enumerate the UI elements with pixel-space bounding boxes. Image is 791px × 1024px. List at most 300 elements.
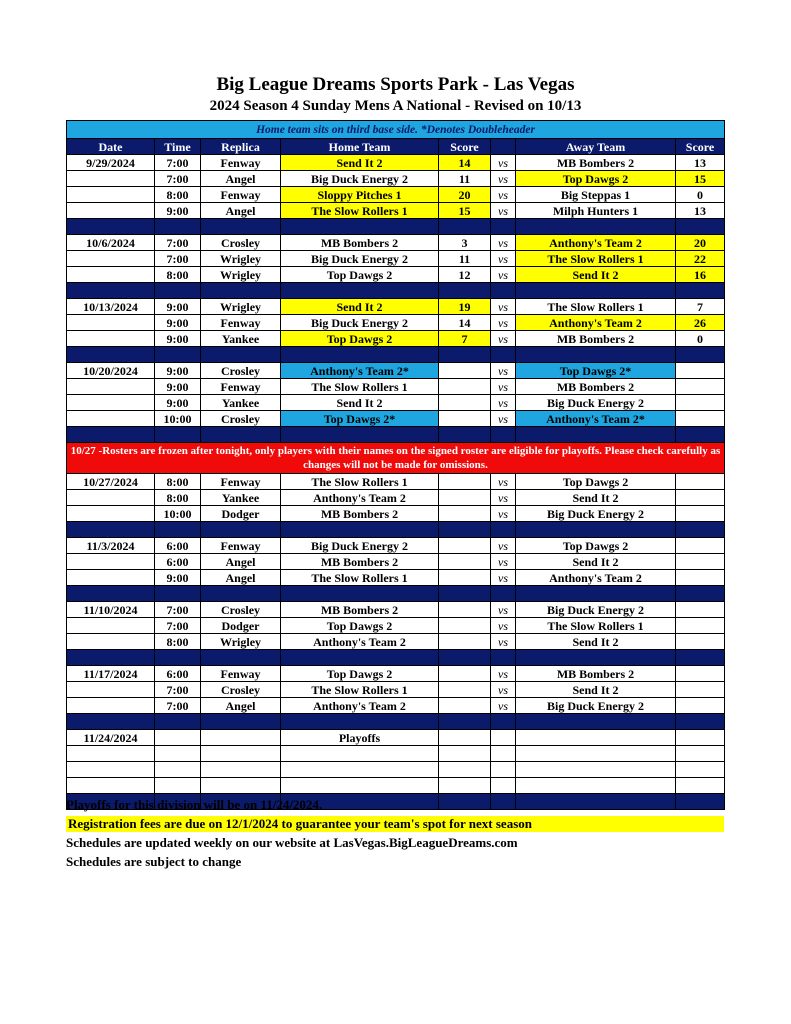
home-score-cell: [439, 666, 491, 682]
away-score-cell: [676, 363, 725, 379]
vs-cell: vs: [491, 570, 516, 586]
away-score-cell: 13: [676, 155, 725, 171]
away-score-cell: [676, 506, 725, 522]
separator-cell: [491, 427, 516, 443]
table-row: [67, 299, 725, 315]
away-team-cell: Top Dawgs 2: [516, 171, 676, 187]
home-team-cell: Anthony's Team 2*: [281, 363, 439, 379]
table-row: [67, 155, 725, 171]
away-score-cell: 20: [676, 235, 725, 251]
away-score-cell: 0: [676, 331, 725, 347]
away-score-cell: [676, 778, 725, 794]
table-row: [67, 570, 725, 586]
away-team-cell: [516, 778, 676, 794]
vs-cell: [491, 762, 516, 778]
table-row: [67, 171, 725, 187]
date-cell: 10/20/2024: [67, 363, 155, 379]
vs-cell: vs: [491, 251, 516, 267]
away-team-cell: Anthony's Team 2*: [516, 411, 676, 427]
away-team-cell: Top Dawgs 2: [516, 538, 676, 554]
time-cell: 8:00: [155, 490, 201, 506]
schedule-table: [66, 120, 725, 810]
field-cell: Dodger: [201, 506, 281, 522]
home-score-cell: 7: [439, 331, 491, 347]
date-cell: [67, 762, 155, 778]
away-team-cell: Top Dawgs 2: [516, 474, 676, 490]
footer-website: Schedules are updated weekly on our website at LasVegas.BigLeagueDreams.com: [66, 835, 518, 850]
time-cell: 6:00: [155, 666, 201, 682]
home-score-cell: [439, 746, 491, 762]
column-header: Score: [676, 139, 725, 155]
footer-disclaimer: Schedules are subject to change: [66, 854, 242, 869]
away-score-cell: [676, 618, 725, 634]
date-cell: [67, 267, 155, 283]
home-score-cell: 12: [439, 267, 491, 283]
table-row: [67, 554, 725, 570]
date-cell: 10/13/2024: [67, 299, 155, 315]
table-row: [67, 331, 725, 347]
separator-cell: [439, 427, 491, 443]
separator-row: [67, 219, 725, 235]
vs-cell: vs: [491, 554, 516, 570]
away-score-cell: 22: [676, 251, 725, 267]
vs-cell: vs: [491, 490, 516, 506]
home-team-cell: Anthony's Team 2: [281, 698, 439, 714]
home-score-cell: 11: [439, 171, 491, 187]
home-team-cell: MB Bombers 2: [281, 554, 439, 570]
table-header-row: [67, 139, 725, 155]
field-cell: Yankee: [201, 331, 281, 347]
home-score-cell: [439, 618, 491, 634]
field-cell: Fenway: [201, 155, 281, 171]
vs-cell: vs: [491, 171, 516, 187]
away-team-cell: The Slow Rollers 1: [516, 618, 676, 634]
separator-row: [67, 522, 725, 538]
separator-cell: [201, 283, 281, 299]
home-team-cell: Send It 2: [281, 299, 439, 315]
date-cell: 9/29/2024: [67, 155, 155, 171]
time-cell: 9:00: [155, 395, 201, 411]
away-team-cell: The Slow Rollers 1: [516, 299, 676, 315]
field-cell: Crosley: [201, 411, 281, 427]
separator-cell: [201, 219, 281, 235]
vs-cell: vs: [491, 315, 516, 331]
date-cell: 10/6/2024: [67, 235, 155, 251]
table-row: [67, 235, 725, 251]
separator-cell: [281, 219, 439, 235]
separator-cell: [281, 347, 439, 363]
separator-cell: [516, 427, 676, 443]
time-cell: 7:00: [155, 251, 201, 267]
away-team-cell: Anthony's Team 2: [516, 570, 676, 586]
separator-row: [67, 650, 725, 666]
home-team-cell: Big Duck Energy 2: [281, 538, 439, 554]
home-score-cell: [439, 698, 491, 714]
date-cell: 11/24/2024: [67, 730, 155, 746]
away-score-cell: [676, 474, 725, 490]
home-team-cell: MB Bombers 2: [281, 235, 439, 251]
separator-cell: [201, 427, 281, 443]
column-header: Replica: [201, 139, 281, 155]
table-row: [67, 474, 725, 490]
field-cell: Fenway: [201, 666, 281, 682]
away-score-cell: [676, 666, 725, 682]
away-score-cell: [676, 379, 725, 395]
table-row: [67, 395, 725, 411]
home-team-cell: Top Dawgs 2: [281, 331, 439, 347]
home-team-cell: Big Duck Energy 2: [281, 171, 439, 187]
table-row: [67, 538, 725, 554]
separator-cell: [281, 586, 439, 602]
home-score-cell: 15: [439, 203, 491, 219]
field-cell: Wrigley: [201, 267, 281, 283]
time-cell: 8:00: [155, 187, 201, 203]
separator-row: [67, 714, 725, 730]
home-score-cell: 20: [439, 187, 491, 203]
away-score-cell: [676, 730, 725, 746]
separator-cell: [676, 586, 725, 602]
time-cell: [155, 778, 201, 794]
away-team-cell: [516, 762, 676, 778]
date-cell: [67, 570, 155, 586]
separator-cell: [439, 794, 491, 810]
separator-cell: [439, 522, 491, 538]
date-cell: [67, 634, 155, 650]
home-score-cell: [439, 634, 491, 650]
away-team-cell: Anthony's Team 2: [516, 235, 676, 251]
column-header: Time: [155, 139, 201, 155]
home-team-cell: Playoffs: [281, 730, 439, 746]
separator-cell: [516, 347, 676, 363]
separator-cell: [281, 714, 439, 730]
home-team-cell: Big Duck Energy 2: [281, 251, 439, 267]
table-row: [67, 698, 725, 714]
separator-cell: [155, 427, 201, 443]
away-team-cell: Anthony's Team 2: [516, 315, 676, 331]
home-team-cell: [281, 746, 439, 762]
home-score-cell: [439, 395, 491, 411]
separator-cell: [676, 714, 725, 730]
field-cell: Dodger: [201, 618, 281, 634]
separator-cell: [281, 650, 439, 666]
away-score-cell: [676, 554, 725, 570]
table-row: [67, 203, 725, 219]
separator-row: [67, 347, 725, 363]
away-team-cell: The Slow Rollers 1: [516, 251, 676, 267]
separator-cell: [201, 522, 281, 538]
table-row: [67, 490, 725, 506]
home-team-cell: The Slow Rollers 1: [281, 474, 439, 490]
home-score-cell: [439, 506, 491, 522]
home-team-cell: Send It 2: [281, 395, 439, 411]
page-subtitle: 2024 Season 4 Sunday Mens A National - Revised on 10/13: [209, 98, 582, 114]
time-cell: 8:00: [155, 474, 201, 490]
home-team-cell: Send It 2: [281, 155, 439, 171]
separator-cell: [67, 283, 155, 299]
time-cell: 7:00: [155, 235, 201, 251]
vs-cell: vs: [491, 187, 516, 203]
field-cell: Yankee: [201, 490, 281, 506]
separator-cell: [516, 522, 676, 538]
field-cell: [201, 762, 281, 778]
separator-cell: [676, 347, 725, 363]
home-team-cell: Top Dawgs 2: [281, 666, 439, 682]
separator-cell: [155, 650, 201, 666]
vs-cell: vs: [491, 331, 516, 347]
field-cell: Wrigley: [201, 251, 281, 267]
column-header: Score: [439, 139, 491, 155]
field-cell: Crosley: [201, 682, 281, 698]
separator-cell: [439, 347, 491, 363]
separator-cell: [201, 714, 281, 730]
home-score-cell: [439, 602, 491, 618]
date-cell: [67, 331, 155, 347]
away-team-cell: MB Bombers 2: [516, 155, 676, 171]
column-header: Date: [67, 139, 155, 155]
time-cell: 10:00: [155, 506, 201, 522]
table-row: [67, 682, 725, 698]
separator-row: [67, 586, 725, 602]
date-cell: [67, 187, 155, 203]
away-team-cell: Send It 2: [516, 554, 676, 570]
home-score-cell: [439, 379, 491, 395]
table-row: [67, 251, 725, 267]
table-row: [67, 666, 725, 682]
away-team-cell: Milph Hunters 1: [516, 203, 676, 219]
separator-cell: [67, 427, 155, 443]
vs-cell: vs: [491, 235, 516, 251]
away-score-cell: 13: [676, 203, 725, 219]
table-row: [67, 730, 725, 746]
separator-cell: [491, 522, 516, 538]
roster-alert: 10/27 -Rosters are frozen after tonight, only players with their names on the signed roster are eligible for playoffs. Please check carefully as changes will not be made for omissions.: [67, 443, 725, 474]
date-cell: [67, 171, 155, 187]
page-title: Big League Dreams Sports Park - Las Vegas: [216, 74, 575, 95]
separator-cell: [155, 522, 201, 538]
home-score-cell: [439, 474, 491, 490]
table-row: [67, 379, 725, 395]
table-row: [67, 618, 725, 634]
table-row: [67, 602, 725, 618]
field-cell: Angel: [201, 698, 281, 714]
date-cell: [67, 506, 155, 522]
home-score-cell: [439, 570, 491, 586]
separator-cell: [281, 522, 439, 538]
separator-cell: [155, 714, 201, 730]
away-score-cell: 7: [676, 299, 725, 315]
separator-cell: [201, 586, 281, 602]
vs-cell: vs: [491, 682, 516, 698]
table-row: [67, 315, 725, 331]
away-team-cell: Send It 2: [516, 267, 676, 283]
home-score-cell: [439, 778, 491, 794]
field-cell: Fenway: [201, 187, 281, 203]
separator-cell: [67, 714, 155, 730]
vs-cell: vs: [491, 155, 516, 171]
roster-alert-row: [67, 443, 725, 474]
vs-cell: vs: [491, 203, 516, 219]
separator-cell: [676, 650, 725, 666]
time-cell: 6:00: [155, 554, 201, 570]
home-team-cell: Top Dawgs 2*: [281, 411, 439, 427]
separator-cell: [67, 219, 155, 235]
field-cell: Wrigley: [201, 634, 281, 650]
separator-cell: [491, 794, 516, 810]
away-score-cell: [676, 395, 725, 411]
away-team-cell: MB Bombers 2: [516, 379, 676, 395]
separator-cell: [67, 522, 155, 538]
away-score-cell: [676, 602, 725, 618]
field-cell: Fenway: [201, 538, 281, 554]
separator-cell: [491, 219, 516, 235]
home-score-cell: [439, 538, 491, 554]
separator-cell: [201, 347, 281, 363]
table-row: [67, 778, 725, 794]
time-cell: [155, 762, 201, 778]
away-score-cell: [676, 570, 725, 586]
away-team-cell: Big Duck Energy 2: [516, 698, 676, 714]
field-cell: Fenway: [201, 315, 281, 331]
vs-cell: vs: [491, 474, 516, 490]
field-cell: Yankee: [201, 395, 281, 411]
away-score-cell: [676, 490, 725, 506]
away-team-cell: [516, 730, 676, 746]
field-cell: Wrigley: [201, 299, 281, 315]
column-header: Home Team: [281, 139, 439, 155]
table-row: [67, 187, 725, 203]
time-cell: 7:00: [155, 618, 201, 634]
home-team-cell: The Slow Rollers 1: [281, 682, 439, 698]
separator-cell: [67, 586, 155, 602]
time-cell: [155, 746, 201, 762]
table-row: [67, 363, 725, 379]
field-cell: Angel: [201, 570, 281, 586]
column-header: Away Team: [516, 139, 676, 155]
separator-cell: [155, 219, 201, 235]
separator-cell: [155, 347, 201, 363]
vs-cell: vs: [491, 299, 516, 315]
vs-cell: vs: [491, 395, 516, 411]
table-row: [67, 762, 725, 778]
home-team-cell: The Slow Rollers 1: [281, 570, 439, 586]
away-team-cell: Big Steppas 1: [516, 187, 676, 203]
vs-cell: vs: [491, 634, 516, 650]
away-team-cell: Send It 2: [516, 682, 676, 698]
away-score-cell: [676, 746, 725, 762]
date-cell: [67, 203, 155, 219]
separator-cell: [516, 283, 676, 299]
away-team-cell: Big Duck Energy 2: [516, 506, 676, 522]
separator-cell: [516, 219, 676, 235]
field-cell: Crosley: [201, 235, 281, 251]
home-team-cell: Top Dawgs 2: [281, 618, 439, 634]
field-cell: Crosley: [201, 602, 281, 618]
date-cell: 10/27/2024: [67, 474, 155, 490]
away-score-cell: [676, 411, 725, 427]
time-cell: 7:00: [155, 602, 201, 618]
separator-cell: [676, 283, 725, 299]
time-cell: 9:00: [155, 299, 201, 315]
field-cell: Fenway: [201, 379, 281, 395]
separator-cell: [491, 586, 516, 602]
separator-cell: [676, 522, 725, 538]
footer-registration: Registration fees are due on 12/1/2024 to guarantee your team's spot for next season: [66, 816, 724, 832]
date-cell: [67, 698, 155, 714]
time-cell: 9:00: [155, 203, 201, 219]
date-cell: [67, 490, 155, 506]
vs-cell: [491, 778, 516, 794]
separator-cell: [201, 650, 281, 666]
away-score-cell: 0: [676, 187, 725, 203]
separator-cell: [439, 650, 491, 666]
separator-row: [67, 427, 725, 443]
home-score-cell: [439, 363, 491, 379]
time-cell: 7:00: [155, 682, 201, 698]
separator-cell: [516, 586, 676, 602]
vs-cell: vs: [491, 666, 516, 682]
separator-cell: [516, 650, 676, 666]
vs-cell: [491, 730, 516, 746]
home-score-cell: [439, 411, 491, 427]
date-cell: [67, 618, 155, 634]
table-note: Home team sits on third base side. *Denotes Doubleheader: [67, 121, 725, 139]
away-score-cell: [676, 762, 725, 778]
separator-cell: [439, 714, 491, 730]
separator-cell: [491, 714, 516, 730]
away-team-cell: MB Bombers 2: [516, 331, 676, 347]
separator-cell: [516, 794, 676, 810]
away-score-cell: 15: [676, 171, 725, 187]
separator-cell: [281, 427, 439, 443]
time-cell: 9:00: [155, 379, 201, 395]
home-team-cell: Top Dawgs 2: [281, 267, 439, 283]
home-score-cell: [439, 682, 491, 698]
home-team-cell: Anthony's Team 2: [281, 634, 439, 650]
vs-cell: vs: [491, 379, 516, 395]
time-cell: 10:00: [155, 411, 201, 427]
away-score-cell: 26: [676, 315, 725, 331]
separator-cell: [516, 714, 676, 730]
vs-cell: vs: [491, 698, 516, 714]
field-cell: [201, 730, 281, 746]
separator-cell: [439, 586, 491, 602]
home-score-cell: [439, 554, 491, 570]
away-team-cell: Send It 2: [516, 634, 676, 650]
vs-cell: vs: [491, 602, 516, 618]
time-cell: 9:00: [155, 570, 201, 586]
home-score-cell: 14: [439, 315, 491, 331]
date-cell: [67, 554, 155, 570]
field-cell: Crosley: [201, 363, 281, 379]
column-header: [491, 139, 516, 155]
date-cell: 11/10/2024: [67, 602, 155, 618]
vs-cell: vs: [491, 411, 516, 427]
time-cell: 9:00: [155, 315, 201, 331]
date-cell: [67, 315, 155, 331]
home-team-cell: Sloppy Pitches 1: [281, 187, 439, 203]
away-score-cell: [676, 698, 725, 714]
home-team-cell: MB Bombers 2: [281, 602, 439, 618]
separator-cell: [676, 219, 725, 235]
date-cell: [67, 379, 155, 395]
home-score-cell: 14: [439, 155, 491, 171]
table-row: [67, 746, 725, 762]
away-team-cell: Big Duck Energy 2: [516, 602, 676, 618]
home-score-cell: 3: [439, 235, 491, 251]
away-score-cell: [676, 634, 725, 650]
date-cell: [67, 411, 155, 427]
away-team-cell: Top Dawgs 2*: [516, 363, 676, 379]
